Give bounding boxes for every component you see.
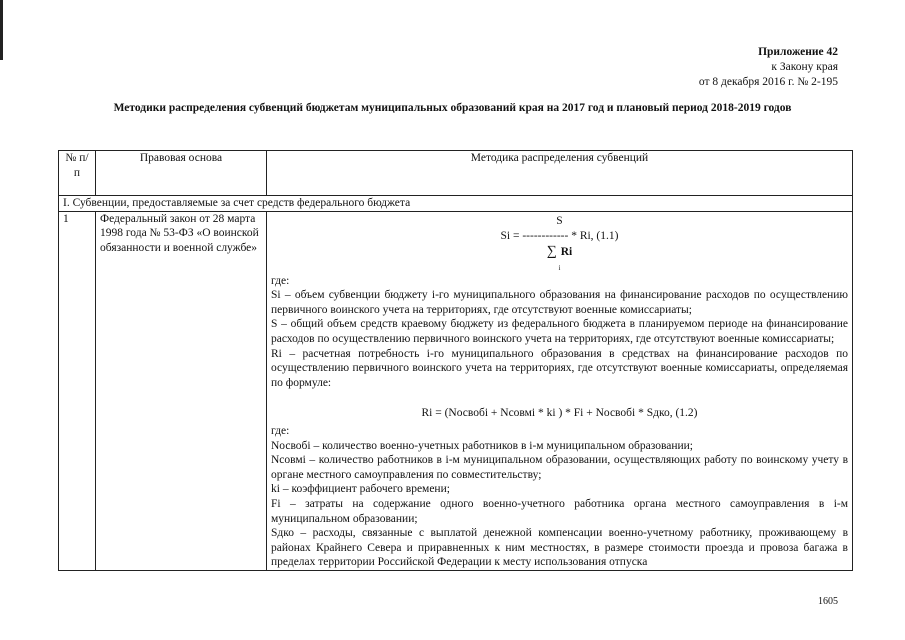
row-number: 1 xyxy=(59,211,96,570)
formula-denominator xyxy=(271,245,848,260)
document-title: Методики распределения субвенций бюджетам муниципальных образований края на 2017 год и плановый период 2018-2019 годов xyxy=(113,102,792,114)
scan-edge-mark xyxy=(0,0,3,60)
formula-main-line: Si = ------------ * Ri, (1.1) xyxy=(500,229,619,242)
where-label-1: где: xyxy=(271,274,290,287)
definition-si: Si – объем субвенции бюджету i-го муниципального образования на финансирование расходов по осуществлению первичного воинского учета на территориях, где отсутствуют военные комиссариаты; xyxy=(271,289,848,316)
formula-1-1 xyxy=(271,214,848,274)
definition-sdko: Sдко – расходы, связанные с выплатой денежной компенсации военно-учетному работнику, проживающему в районах Крайнего Севера и приравненных к ним местностях, в размере стоимости проезда и провоза багажа в пределах территории Российской Федерации к месту использования отпуска xyxy=(271,527,848,569)
appendix-header xyxy=(699,45,838,90)
row-method xyxy=(267,211,853,570)
header-method: Методика распределения субвенций xyxy=(267,151,853,196)
appendix-date: от 8 декабря 2016 г. № 2-195 xyxy=(698,76,838,88)
row-legal-basis: Федеральный закон от 28 марта 1998 года № 53-ФЗ «О воинской обязанности и военной службе» xyxy=(96,211,267,570)
header-legal-basis: Правовая основа xyxy=(96,151,267,196)
formula-numerator: S xyxy=(556,214,563,227)
definition-ki: ki – коэффициент рабочего времени; xyxy=(271,483,450,496)
appendix-law: к Закону края xyxy=(771,61,838,73)
formula-1-2: Ri = (Nосвобi + Nсовмi * ki ) * Fi + Nосвобi * Sдко, (1.2) xyxy=(421,407,698,420)
methods-table xyxy=(58,150,853,571)
definition-s: S – общий объем средств краевому бюджету из федерального бюджета в планируемом периоде на финансирование расходов по осуществлению первичного воинского учета на территориях, где отсутствуют военные комиссариаты; xyxy=(271,318,848,345)
definition-fi: Fi – затраты на содержание одного военно-учетного работника органа местного самоуправления в i-м муниципальном образовании; xyxy=(271,497,848,525)
sum-symbol: ∑ xyxy=(546,243,557,259)
definition-nosvob: Nосвобi – количество военно-учетных работников в i-м муниципальном образовании; xyxy=(271,439,693,452)
appendix-number: Приложение 42 xyxy=(758,46,838,58)
header-number: № п/п xyxy=(59,151,96,196)
section-row xyxy=(59,196,853,212)
page-number: 1605 xyxy=(818,596,838,607)
sum-variable: Ri xyxy=(560,245,573,258)
section-title: I. Субвенции, предоставляемые за счет средств федерального бюджета xyxy=(59,196,853,212)
definition-ri: Ri – расчетная потребность i-го муниципального образования в средствах на финансирование расходов по осуществлению первичного воинского учета на территориях, где отсутствуют военные комиссариаты, определяемая по формуле: xyxy=(271,347,848,389)
sum-index: i xyxy=(558,263,561,272)
table-row xyxy=(59,211,853,570)
definition-nsovm: Nсовмi – количество работников в i-м муниципальном образовании, осуществляющих работу по воинскому учету в органе местного самоуправления по совместительству; xyxy=(271,454,848,481)
table-header-row xyxy=(59,151,853,196)
where-label-2: где: xyxy=(271,424,290,437)
